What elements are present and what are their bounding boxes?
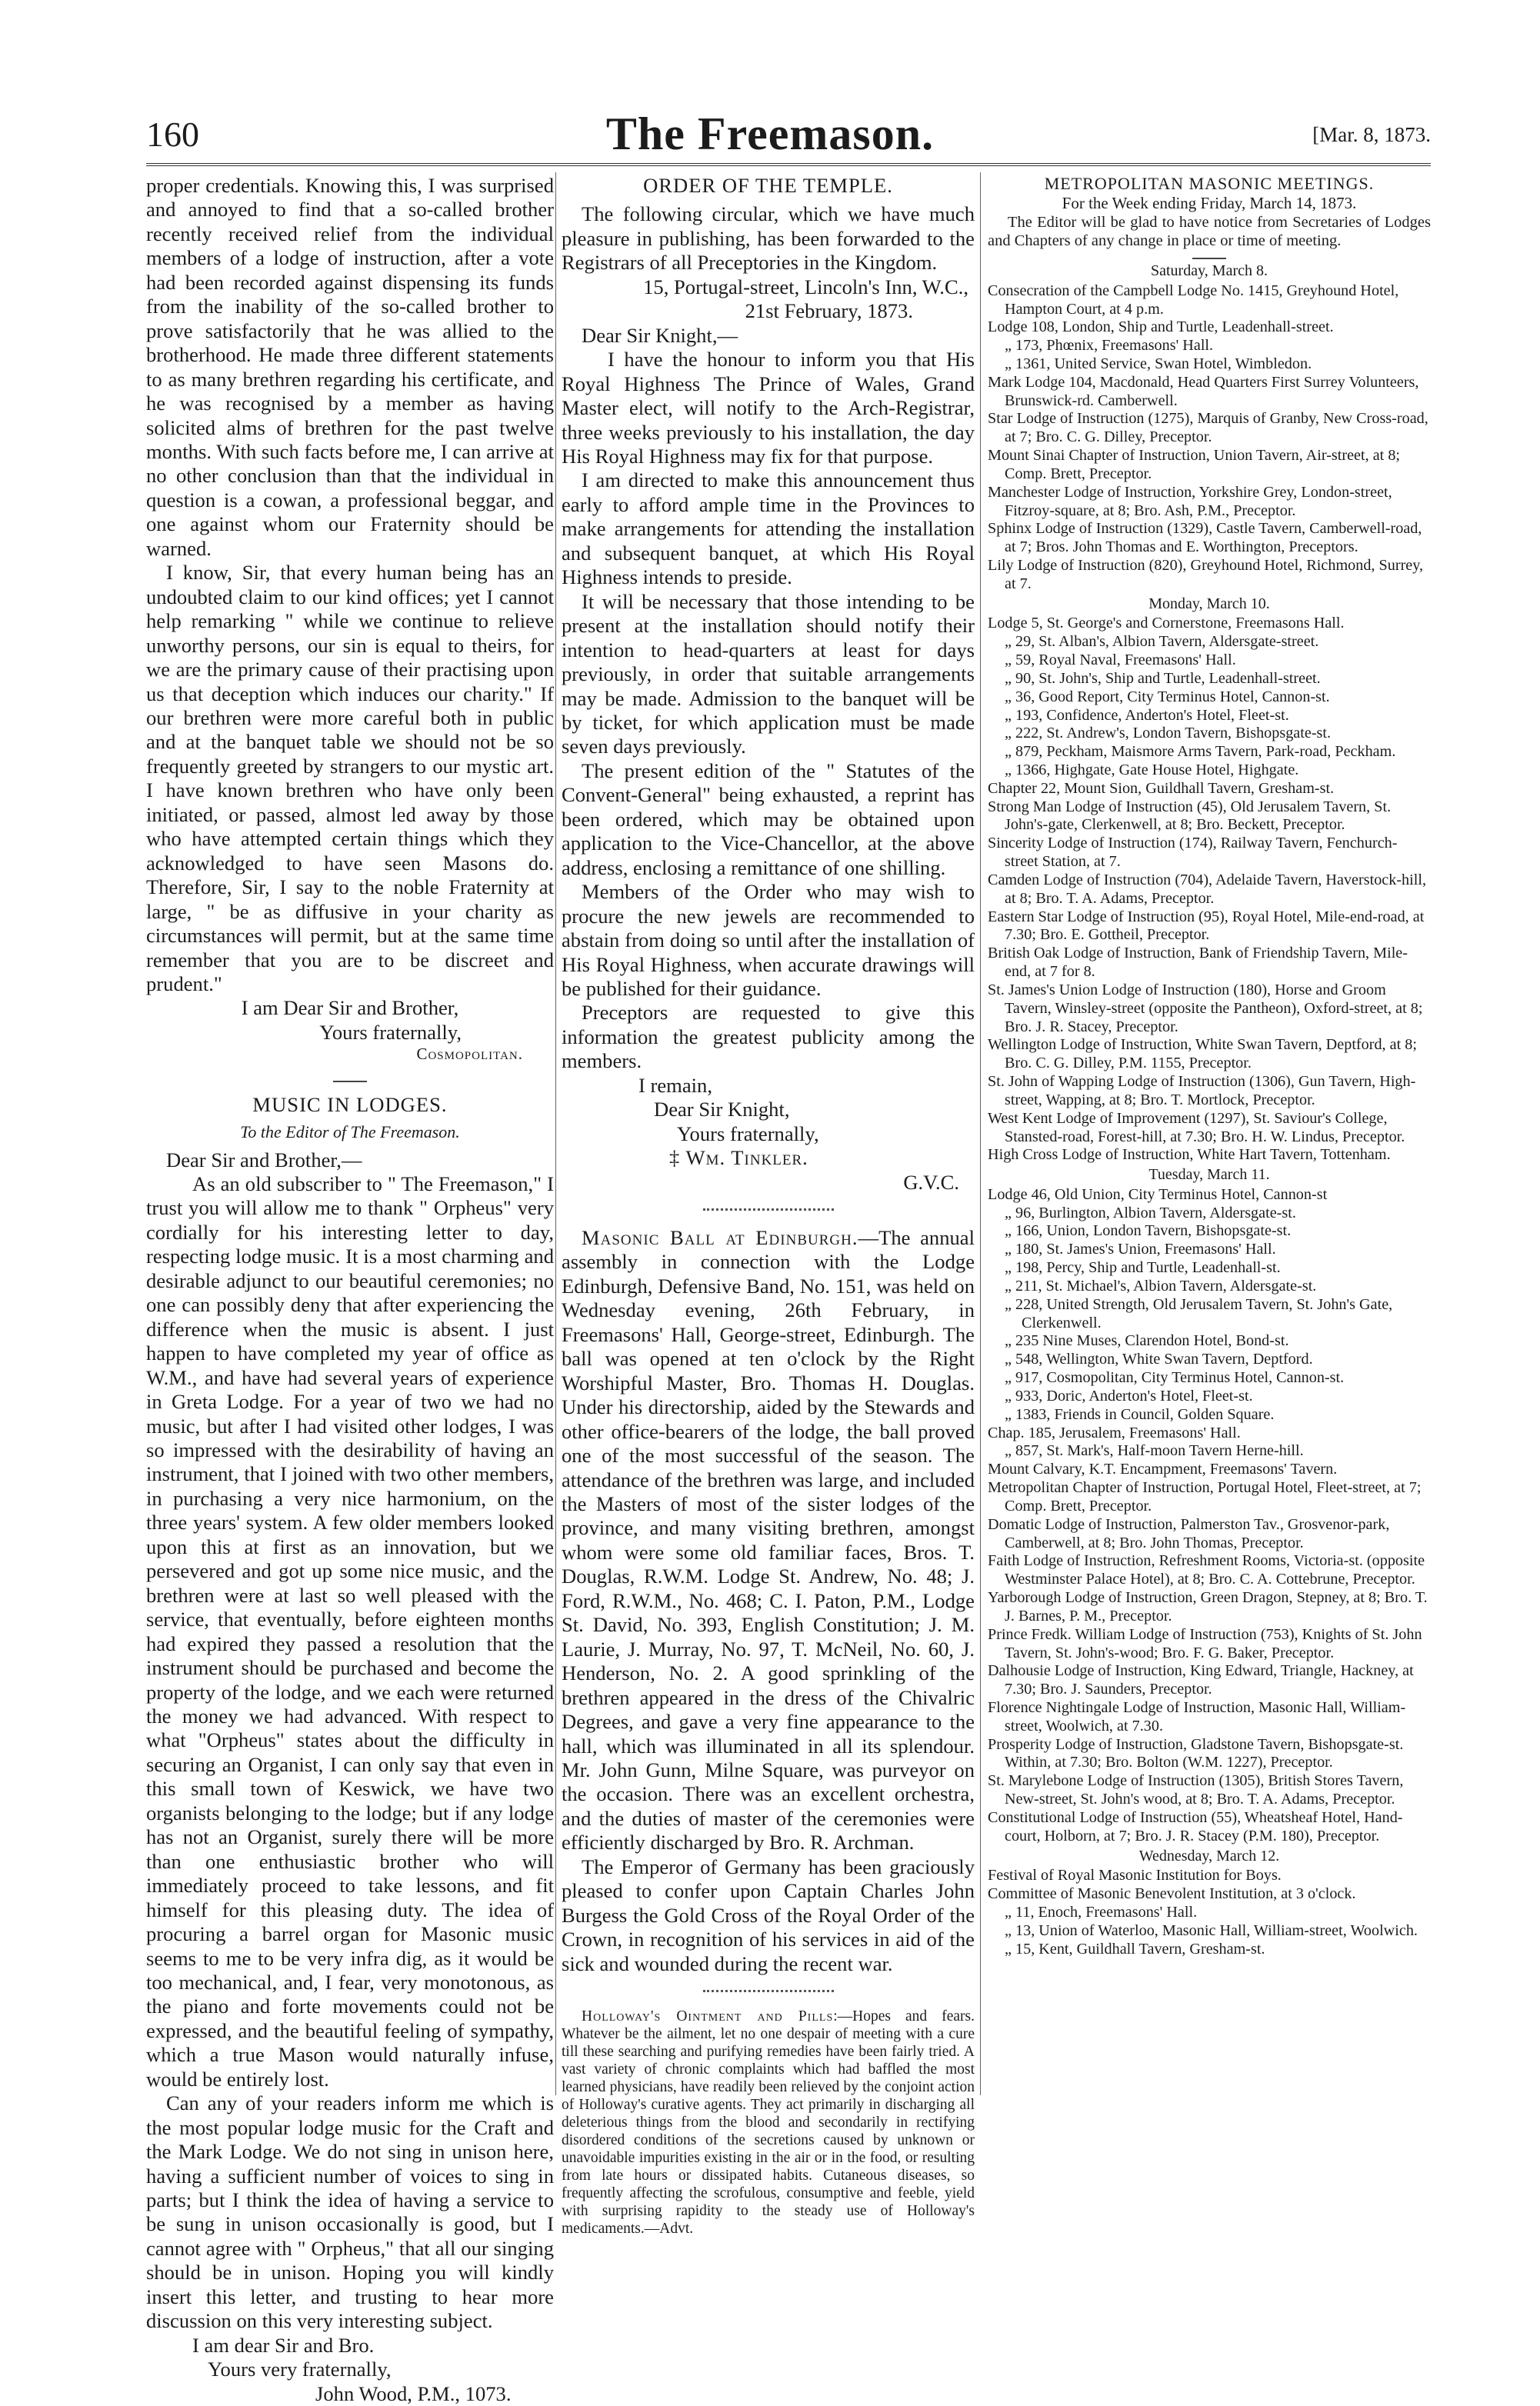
meeting-entry: „ 166, Union, London Tavern, Bishopsgate-st. [1005,1222,1292,1240]
meeting-entry: „ 193, Confidence, Anderton's Hotel, Fleet-st. [1005,706,1289,724]
temple-paragraph: The present edition of the " Statutes of the Convent-General" being exhausted, a reprint has been ordered, which may be obtained upon application to the Vice-Chancellor, at the above address, enclosing a remittance of one shilling. [562,758,975,879]
meeting-entry: Lodge 46, Old Union, City Terminus Hotel, Cannon-st [988,1185,1328,1203]
meeting-entry: British Oak Lodge of Instruction, Bank of Friendship Tavern, Mile-end, at 7 for 8. [988,945,1408,981]
section-separator [333,1081,367,1082]
meeting-entry: Mount Sinai Chapter of Instruction, Union Tavern, Air-street, at 8; Comp. Brett, Preceptor. [988,447,1401,482]
meeting-entry: Festival of Royal Masonic Institution for Boys. [988,1867,1282,1884]
ball-lead: Masonic Ball at Edinburgh. [582,1226,858,1250]
column-right [988,174,1431,1958]
meeting-entry: Sphinx Lodge of Instruction (1329), Castle Tavern, Camberwell-road, at 7; Bros. John Thomas and E. Worthington, Preceptors. [988,520,1422,556]
meeting-entry: „ 222, St. Andrew's, London Tavern, Bishopsgate-st. [1005,725,1332,742]
column-middle [562,174,975,2238]
meeting-entry: „ 933, Doric, Anderton's Hotel, Fleet-st. [1005,1387,1253,1405]
temple-yours: Yours fraternally, [677,1121,819,1145]
meeting-entry: Chapter 22, Mount Sion, Guildhall Tavern, Gresham-st. [988,779,1335,797]
temple-paragraph: Members of the Order who may wish to procure the new jewels are recommended to abstain from doing so until after the installation of His Royal Highness, when accurate drawings will be published for their guidance. [562,880,975,1000]
meeting-entry: „ 211, St. Michael's, Albion Tavern, Aldersgate-st. [1005,1277,1317,1295]
advert-text: :—Hopes and fears. Whatever be the ailment, let no one despair of meeting with a cure till these searching and purifying remedies have been fairly tried. A vast variety of chronic complaints which had baffled the most learned physicians, have readily been relieved by the conjoint action of Holloway's curative agents. They act primarily in discharging all deleterious things from the blood and secondarily in rectifying disordered conditions of the secretions caused by unknown or unavoidable impurities existing in the air or in the food, or resulting from late hours or dissipated habits. Cutaneous diseases, so frequently affecting the scrofulous, consumptive and feeble, yield with surprising rapidity to the steady use of Holloway's medicaments.—Advt. [562,2008,975,2238]
advert-lead: Holloway's Ointment and Pills [582,2008,834,2025]
meeting-entry: Committee of Masonic Benevolent Institution, at 3 o'clock. [988,1885,1356,1903]
meeting-entry: Dalhousie Lodge of Instruction, King Edward, Triangle, Hackney, at 7.30; Bro. J. Saunders, Preceptor. [988,1662,1414,1698]
page-header [0,0,1540,169]
temple-dear: Dear Sir Knight, [654,1098,790,1121]
meeting-entry: „ 198, Percy, Ship and Turtle, Leadenhall-st. [1005,1259,1281,1277]
meeting-entry: „ 548, Wellington, White Swan Tavern, Deptford. [1005,1351,1313,1368]
meeting-entry: Lodge 5, St. George's and Cornerstone, Freemasons Hall. [988,615,1345,632]
temple-paragraph: I am directed to make this announcement thus early to afford ample time in the Provinces to make arrangements for attending the installation and subsequent banquet, at which His Royal Highness intends to preside. [562,468,975,589]
meeting-entry: Faith Lodge of Instruction, Refreshment Rooms, Victoria-st. (opposite Westminster Palace Hotel), at 8; Bro. C. A. Cottebrune, Preceptor. [988,1552,1425,1588]
meeting-entry: Mark Lodge 104, Macdonald, Head Quarters First Surrey Volunteers, Brunswick-rd. Camberwell. [988,373,1419,409]
music-yours: Yours very fraternally, [208,2358,392,2381]
meeting-entry: „ 1366, Highgate, Gate House Hotel, Highgate. [1005,761,1299,778]
meeting-entry: „ 228, United Strength, Old Jerusalem Tavern, St. John's Gate, Clerkenwell. [1005,1295,1393,1331]
meetings-list [988,262,1431,1958]
music-heading: MUSIC IN LODGES. [252,1093,448,1117]
meeting-entry: Prosperity Lodge of Instruction, Gladstone Tavern, Bishopsgate-st. Within, at 7.30; Bro. Bolton (W.M. 1227), Preceptor. [988,1735,1404,1771]
meetings-note: The Editor will be glad to have notice from Secretaries of Lodges and Chapters of any change in place or time of meeting. [988,213,1431,249]
meeting-entry: Star Lodge of Instruction (1275), Marquis of Granby, New Cross-road, at 7; Bro. C. G. Dilley, Preceptor. [988,410,1428,446]
temple-address: 15, Portugal-street, Lincoln's Inn, W.C., [643,275,968,298]
meeting-entry: Yarborough Lodge of Instruction, Green Dragon, Stepney, at 8; Bro. T. J. Barnes, P. M., Preceptor. [988,1589,1428,1625]
meeting-entry: „ 1361, United Service, Swan Hotel, Wimbledon. [1005,355,1312,372]
meeting-entry: „ 59, Royal Naval, Freemasons' Hall. [1005,651,1236,669]
meeting-entry: „ 180, St. James's Union, Freemasons' Hall. [1005,1241,1276,1258]
temple-paragraph: It will be necessary that those intending to be present at the installation should notify their intention to head-quarters at least for days previously, in order that suitable arrangements may be made. Admission to the banquet will be by ticket, for which application must be made seven days previously. [562,589,975,758]
column-divider [980,172,981,2095]
meeting-day-heading: Saturday, March 8. [1151,262,1268,280]
letter-yours: Yours fraternally, [319,1020,462,1044]
meetings-subheading: For the Week ending Friday, March 14, 1873. [1062,193,1357,212]
meeting-entry: „ 36, Good Report, City Terminus Hotel, Cannon-st. [1005,688,1330,705]
letter-paragraph: I know, Sir, that every human being has an undoubted claim to our kind offices; yet I cannot help remarking " while we continue to relieve unworthy persons, our sin is equal to theirs, for we are the primary cause of their practising upon us that deception which induces our charity." If our brethren were more careful both in public and at the banquet table we should not be so frequently greeted by strangers to our mystic art. I have known brethren who have only been initiated, or passed, almost led away by those who have attempted certain things which they acknowledged to have seen Masons do. Therefore, Sir, I say to the noble Fraternity at large, " be as diffusive in your charity as circumstances will permit, but at the same time remember that you are to be discreet and prudent." [146,561,554,995]
meeting-entry: West Kent Lodge of Improvement (1297), St. Saviour's College, Stansted-road, Forest-hill, at 7.30; Bro. H. W. Lindus, Preceptor. [988,1109,1405,1145]
music-paragraph: Can any of your readers inform me which is the most popular lodge music for the Craft and the Mark Lodge. We do not sing in unison here, having a sufficient number of voices to sing in parts; but I think the idea of having a service to be sung in unison occasionally is good, but I cannot agree with " Orpheus," that all our singing should be in unison. Hoping you will kindly insert this letter, and trusting to hear more discussion on this very interesting subject. [146,2091,554,2333]
meeting-entry: Chap. 185, Jerusalem, Freemasons' Hall. [988,1424,1241,1441]
meeting-entry: St. Marylebone Lodge of Instruction (1305), British Stores Tavern, New-street, St. John's wood, at 8; Bro. T. A. Adams, Preceptor. [988,1772,1404,1808]
ball-text: —The annual assembly in connection with the Lodge Edinburgh, Defensive Band, No. 151, was held on Wednesday evening, 26th February, in Freemasons' Hall, George-street, Edinburgh. The ball was opened at ten o'clock by the Right Worshipful Master, Bro. Thomas H. Douglas. Under his directorship, aided by the Stewards and other office-bearers of the lodge, the ball proved one of the most successful of the season. The attendance of the brethren was large, and included the Masters of most of the sister lodges of the province, and many visiting brethren, amongst whom were some old familiar faces, Bros. T. Douglas, R.W.M. Lodge St. Andrew, No. 48; J. Ford, R.W.M., No. 468; C. I. Paton, P.M., Lodge St. David, No. 393, English Constitution; J. M. Laurie, J. Murray, No. 97, T. McNeil, No. 60, J. Henderson, No. 2. A good sprinkling of the brethren appeared in the dress of the Chivalric Degrees, and gave a very fine appearance to the hall, which was illuminated in all its splendour. Mr. John Gunn, Milne Square, was purveyor on the occasion. There was an excellent orchestra, and the duties of master of the ceremonies were efficiently discharged by Bro. R. Archman. [562,1226,975,1854]
temple-signature: ‡ Wm. Tinkler. [669,1146,808,1170]
meeting-entry: „ 1383, Friends in Council, Golden Square. [1005,1405,1275,1423]
meeting-day-heading: Tuesday, March 11. [1148,1166,1270,1184]
temple-remain: I remain, [638,1073,712,1097]
meeting-entry: „ 13, Union of Waterloo, Masonic Hall, William-street, Woolwich. [1005,1921,1418,1939]
meeting-entry: St. John of Wapping Lodge of Instruction (1306), Gun Tavern, High-street, Wapping, at 8; Bro. T. Mortlock, Preceptor. [988,1073,1416,1108]
meeting-entry: „ 917, Cosmopolitan, City Terminus Hotel, Cannon-st. [1005,1369,1345,1387]
meeting-entry: Strong Man Lodge of Instruction (45), Old Jerusalem Tavern, St. John's-gate, Clerkenwell, at 8; Bro. Beckett, Preceptor. [988,798,1392,834]
ball-paragraph [562,1226,975,1855]
header-rule [146,163,1431,166]
meeting-entry: Eastern Star Lodge of Instruction (95), Royal Hotel, Mile-end-road, at 7.30; Bro. E. Gottheil, Preceptor. [988,908,1425,944]
meeting-entry: Domatic Lodge of Instruction, Palmerston Tav., Grosvenor-park, Camberwell, at 8; Bro. John Thomas, Preceptor. [988,1515,1390,1551]
meetings-heading: METROPOLITAN MASONIC MEETINGS. [1044,174,1375,193]
letter-paragraph: proper credentials. Knowing this, I was surprised and annoyed to find that a so-called brother recently received relief from the individual members of a lodge of instruction, after a vote had been recorded against dispensing its funds from the inability of the so-called brother to prove satisfactorily that he was allied to the brotherhood. He made three different statements to as many brethren regarding his certificate, and he was recognised by a member as having solicited alms of brethren for the past twelve months. With such facts before me, I can arrive at no other conclusion than that the individual in question is a cowan, a professional beggar, and one against whom our Fraternity should be warned. [146,174,554,560]
meeting-entry: Mount Calvary, K.T. Encampment, Freemasons' Tavern. [988,1461,1338,1478]
meeting-entry: Consecration of the Campbell Lodge No. 1415, Greyhound Hotel, Hampton Court, at 4 p.m. [988,282,1399,318]
temple-title: G.V.C. [903,1170,959,1194]
music-signature: John Wood, P.M., 1073. [315,2381,512,2405]
letter-closing: I am Dear Sir and Brother, [241,996,459,1020]
advert-paragraph [562,2008,975,2238]
meeting-entry: „ 96, Burlington, Albion Tavern, Aldersgate-st. [1005,1204,1296,1221]
meeting-entry: Florence Nightingale Lodge of Instruction, Masonic Hall, William-street, Woolwich, at 7.30. [988,1698,1406,1735]
letter-signature: Cosmopolitan. [416,1045,523,1064]
temple-date: 21st February, 1873. [745,299,913,323]
meeting-day-heading: Wednesday, March 12. [1138,1847,1280,1864]
music-closing: I am dear Sir and Bro. [192,2333,375,2357]
meeting-entry: „ 173, Phœnix, Freemasons' Hall. [1005,337,1214,355]
column-left [146,174,554,2406]
meeting-entry: Metropolitan Chapter of Instruction, Portugal Hotel, Fleet-street, at 7; Comp. Brett, Preceptor. [988,1479,1422,1515]
temple-paragraph: Preceptors are requested to give this information the greatest publicity among the members. [562,1001,975,1073]
meeting-entry: „ 857, St. Mark's, Half-moon Tavern Herne-hill. [1005,1442,1304,1460]
temple-paragraph: I have the honour to inform you that His Royal Highness The Prince of Wales, Grand Master elect, will notify to the Arch-Registrar, three weeks previously to his installation, the day His Royal Highness may fix for that purpose. [562,348,975,468]
meeting-entry: High Cross Lodge of Instruction, White Hart Tavern, Tottenham. [988,1146,1391,1164]
column-divider [555,172,556,2095]
temple-salutation: Dear Sir Knight,— [582,323,738,347]
meeting-day-heading: Monday, March 10. [1148,595,1270,612]
meeting-entry: Sincerity Lodge of Instruction (174), Railway Tavern, Fenchurch-street Station, at 7. [988,835,1398,871]
meeting-entry: „ 29, St. Alban's, Albion Tavern, Aldersgate-street. [1005,633,1319,651]
masthead-title: The Freemason. [605,108,935,159]
section-separator [703,1990,834,1992]
meeting-entry: „ 11, Enoch, Freemasons' Hall. [1005,1903,1198,1921]
meeting-entry: Lily Lodge of Instruction (820), Greyhound Hotel, Richmond, Surrey, at 7. [988,557,1424,592]
meeting-entry: „ 879, Peckham, Maismore Arms Tavern, Park-road, Peckham. [1005,743,1396,761]
meeting-entry: Wellington Lodge of Instruction, White Swan Tavern, Deptford, at 8; Bro. C. G. Dilley, P.M. 1155, Preceptor. [988,1036,1417,1072]
issue-date: [Mar. 8, 1873. [1312,123,1431,146]
meeting-entry: St. James's Union Lodge of Instruction (180), Horse and Groom Tavern, Winsley-street (opposite the Pantheon), Oxford-street, at 8; Bro. J. R. Stacey, Preceptor. [988,981,1423,1035]
meeting-entry: Camden Lodge of Instruction (704), Adelaide Tavern, Haverstock-hill, at 8; Bro. T. A. Adams, Preceptor. [988,871,1427,907]
music-subheading: To the Editor of The Freemason. [240,1121,460,1141]
meeting-entry: Constitutional Lodge of Instruction (55), Wheatsheaf Hotel, Hand-court, Holborn, at 7; Bro. J. R. Stacey (P.M. 180), Preceptor. [988,1808,1403,1844]
music-salutation: Dear Sir and Brother,— [166,1148,362,1171]
page-number: 160 [146,115,199,154]
section-separator [703,1208,834,1211]
meeting-entry: Prince Fredk. William Lodge of Instruction (753), Knights of St. John Tavern, St. John's-wood; Bro. F. G. Baker, Preceptor. [988,1625,1422,1661]
section-separator [1192,258,1226,259]
temple-heading: ORDER OF THE TEMPLE. [643,174,893,197]
meeting-entry: Lodge 108, London, Ship and Turtle, Leadenhall-street. [988,318,1334,336]
temple-intro: The following circular, which we have much pleasure in publishing, has been forwarded to the Registrars of all Preceptories in the Kingdom. [562,202,975,275]
music-paragraph: As an old subscriber to " The Freemason," I trust you will allow me to thank " Orpheus" very cordially for his interesting letter to day, respecting lodge music. It is a most charming and desirable adjunct to our beautiful ceremonies; no one can possibly deny that after experiencing the difference when the music is absent. I just happen to have completed my year of office as W.M., and have had several years of experience in Greta Lodge. For a year of two we had no music, but after I had visited other lodges, I was so impressed with the desirability of having an instrument, that I joined with two other members, in purchasing a very nice harmonium, on the three years' system. A few older members looked upon this at first as an innovation, but we persevered and got up some nice music, and the brethren were at last so well pleased with the service, that eventually, before eighteen months had expired they passed a resolution that the instrument should be purchased and become the property of the lodge, and we each were returned the money we had advanced. With respect to what "Orpheus" states about the difficulty in securing an Organist, I can only say that even in this small town of Keswick, we have two organists belonging to the lodge; but if any lodge has not an Organist, surely there will be more than one enthusiastic brother who will immediately proceed to take lessons, and fit himself for this pleasing duty. The idea of procuring a barrel organ for Masonic music seems to me to be very infra dig, as it would be too mechanical, and, I fear, very monotonous, as the piano and forte movements could not be expressed, and the beautiful feeling of sympathy, which a true Mason would naturally infuse, would be entirely lost. [146,1172,554,2091]
meeting-entry: „ 235 Nine Muses, Clarendon Hotel, Bond-st. [1005,1332,1289,1350]
meeting-entry: „ 90, St. John's, Ship and Turtle, Leadenhall-street. [1005,669,1321,687]
meeting-entry: „ 15, Kent, Guildhall Tavern, Gresham-st. [1005,1940,1265,1958]
meeting-entry: Manchester Lodge of Instruction, Yorkshire Grey, London-street, Fitzroy-square, at 8; Bro. Ash, P.M., Preceptor. [988,483,1392,519]
emperor-paragraph: The Emperor of Germany has been graciously pleased to confer upon Captain Charles John Burgess the Gold Cross of the Royal Order of the Crown, in recognition of his services in aid of the sick and wounded during the recent war. [562,1854,975,1975]
